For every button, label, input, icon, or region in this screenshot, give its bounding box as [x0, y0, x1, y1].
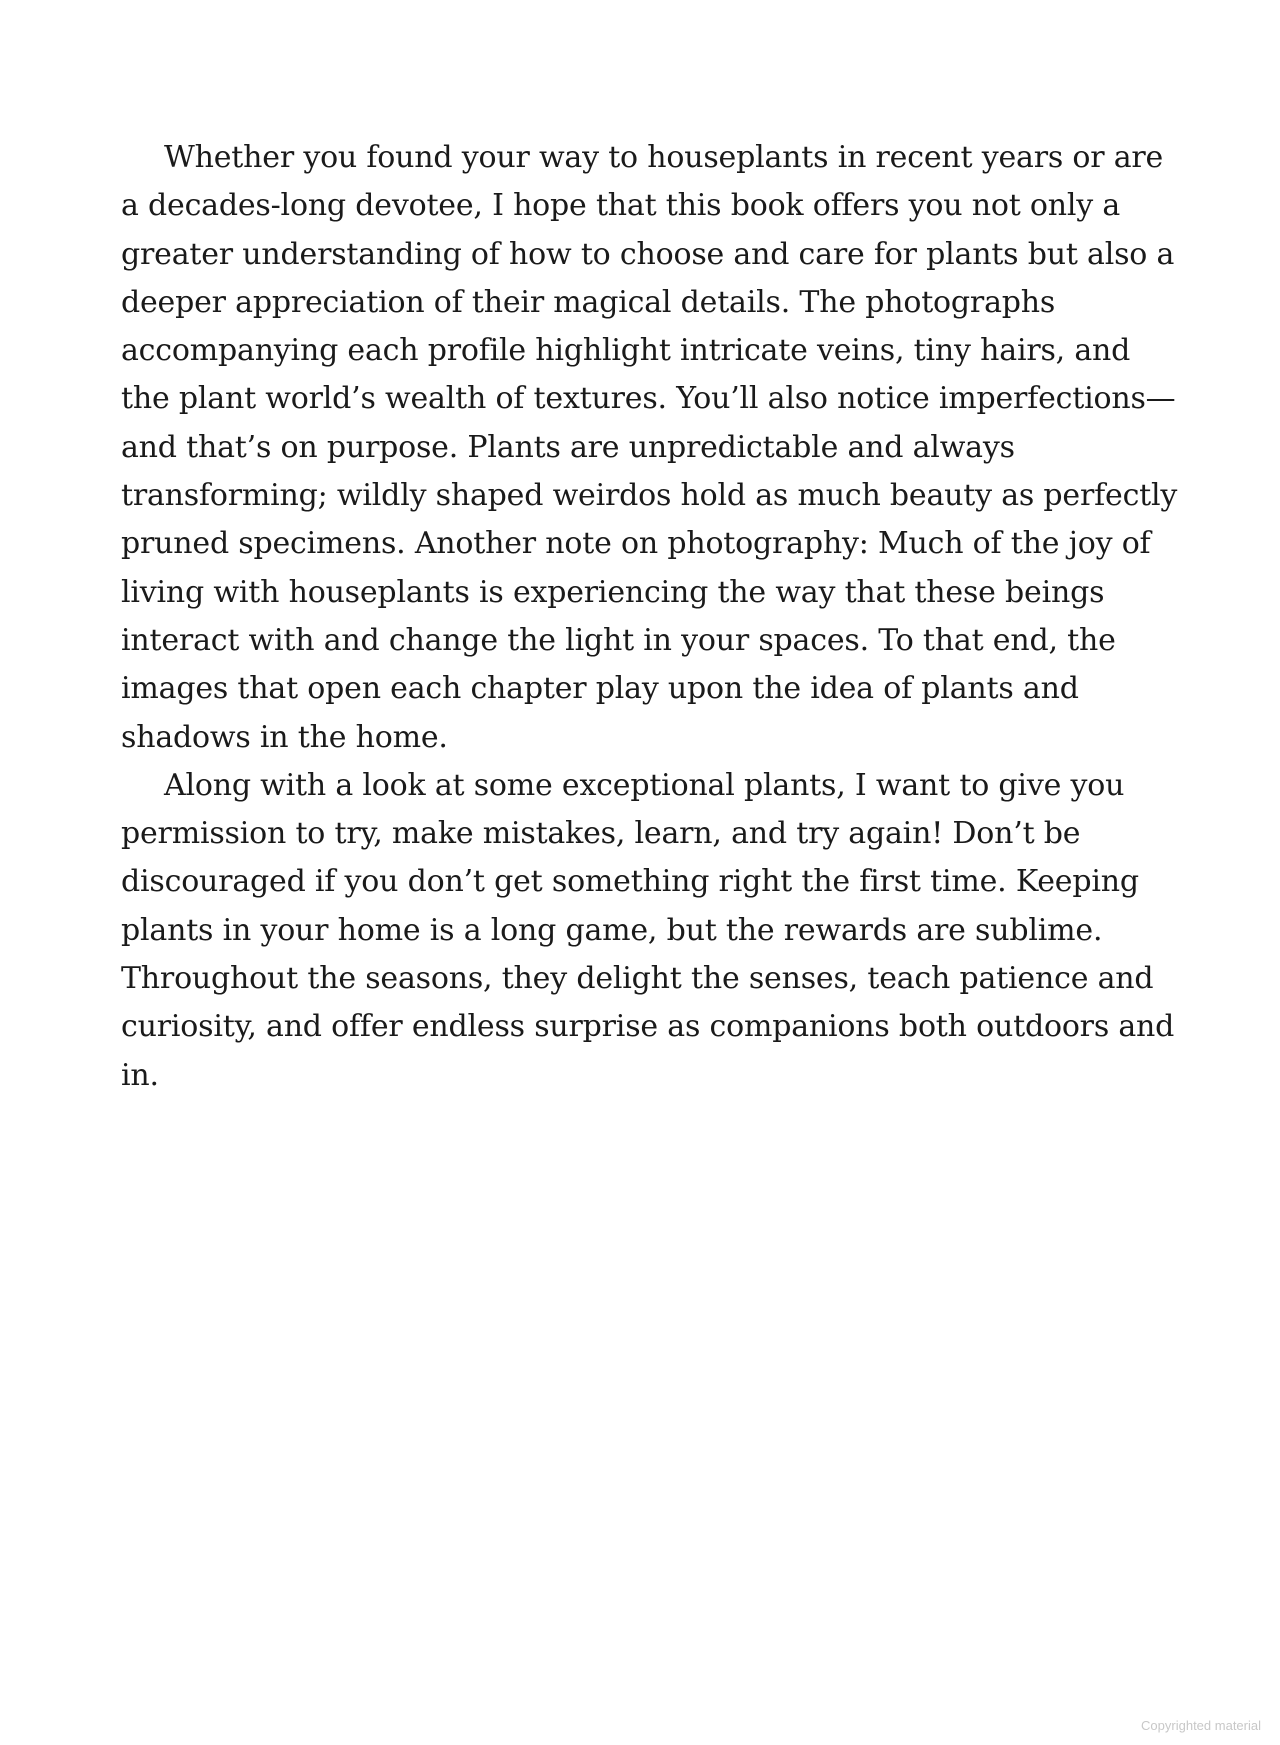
text-line: permission to try, make mistakes, learn, and try again! Don’t be: [121, 816, 1081, 852]
text-line: in.: [121, 1057, 159, 1093]
text-line: deeper appreciation of their magical details. The photographs: [121, 284, 1056, 320]
body-text: [121, 134, 1178, 1100]
copyright-notice: Copyrighted material: [1141, 1718, 1261, 1733]
text-line: Along with a look at some exceptional plants, I want to give you: [164, 767, 1125, 803]
paragraph-2: [121, 762, 1175, 1100]
paragraph-1: [121, 134, 1178, 762]
text-line: images that open each chapter play upon the idea of plants and: [121, 671, 1079, 707]
text-line: a decades-long devotee, I hope that this book offers you not only a: [121, 188, 1121, 224]
text-line: plants in your home is a long game, but the rewards are sublime.: [121, 912, 1103, 948]
text-line: and that’s on purpose. Plants are unpredictable and always: [121, 429, 1015, 465]
text-line: living with houseplants is experiencing the way that these beings: [121, 574, 1105, 610]
text-line: curiosity, and offer endless surprise as companions both outdoors and: [121, 1009, 1175, 1045]
text-line: shadows in the home.: [121, 719, 448, 755]
text-line: accompanying each profile highlight intricate veins, tiny hairs, and: [121, 333, 1131, 369]
text-line: Whether you found your way to houseplants in recent years or are: [164, 140, 1164, 175]
text-line: transforming; wildly shaped weirdos hold as much beauty as perfectly: [121, 478, 1178, 514]
text-line: discouraged if you don’t get something right the first time. Keeping: [121, 864, 1139, 900]
text-line: the plant world’s wealth of textures. You’ll also notice imperfections—: [121, 381, 1176, 417]
text-line: Throughout the seasons, they delight the senses, teach patience and: [121, 961, 1154, 997]
text-line: pruned specimens. Another note on photography: Much of the joy of: [121, 526, 1151, 562]
text-line: interact with and change the light in your spaces. To that end, the: [121, 622, 1116, 658]
text-line: greater understanding of how to choose and care for plants but also a: [121, 236, 1175, 272]
